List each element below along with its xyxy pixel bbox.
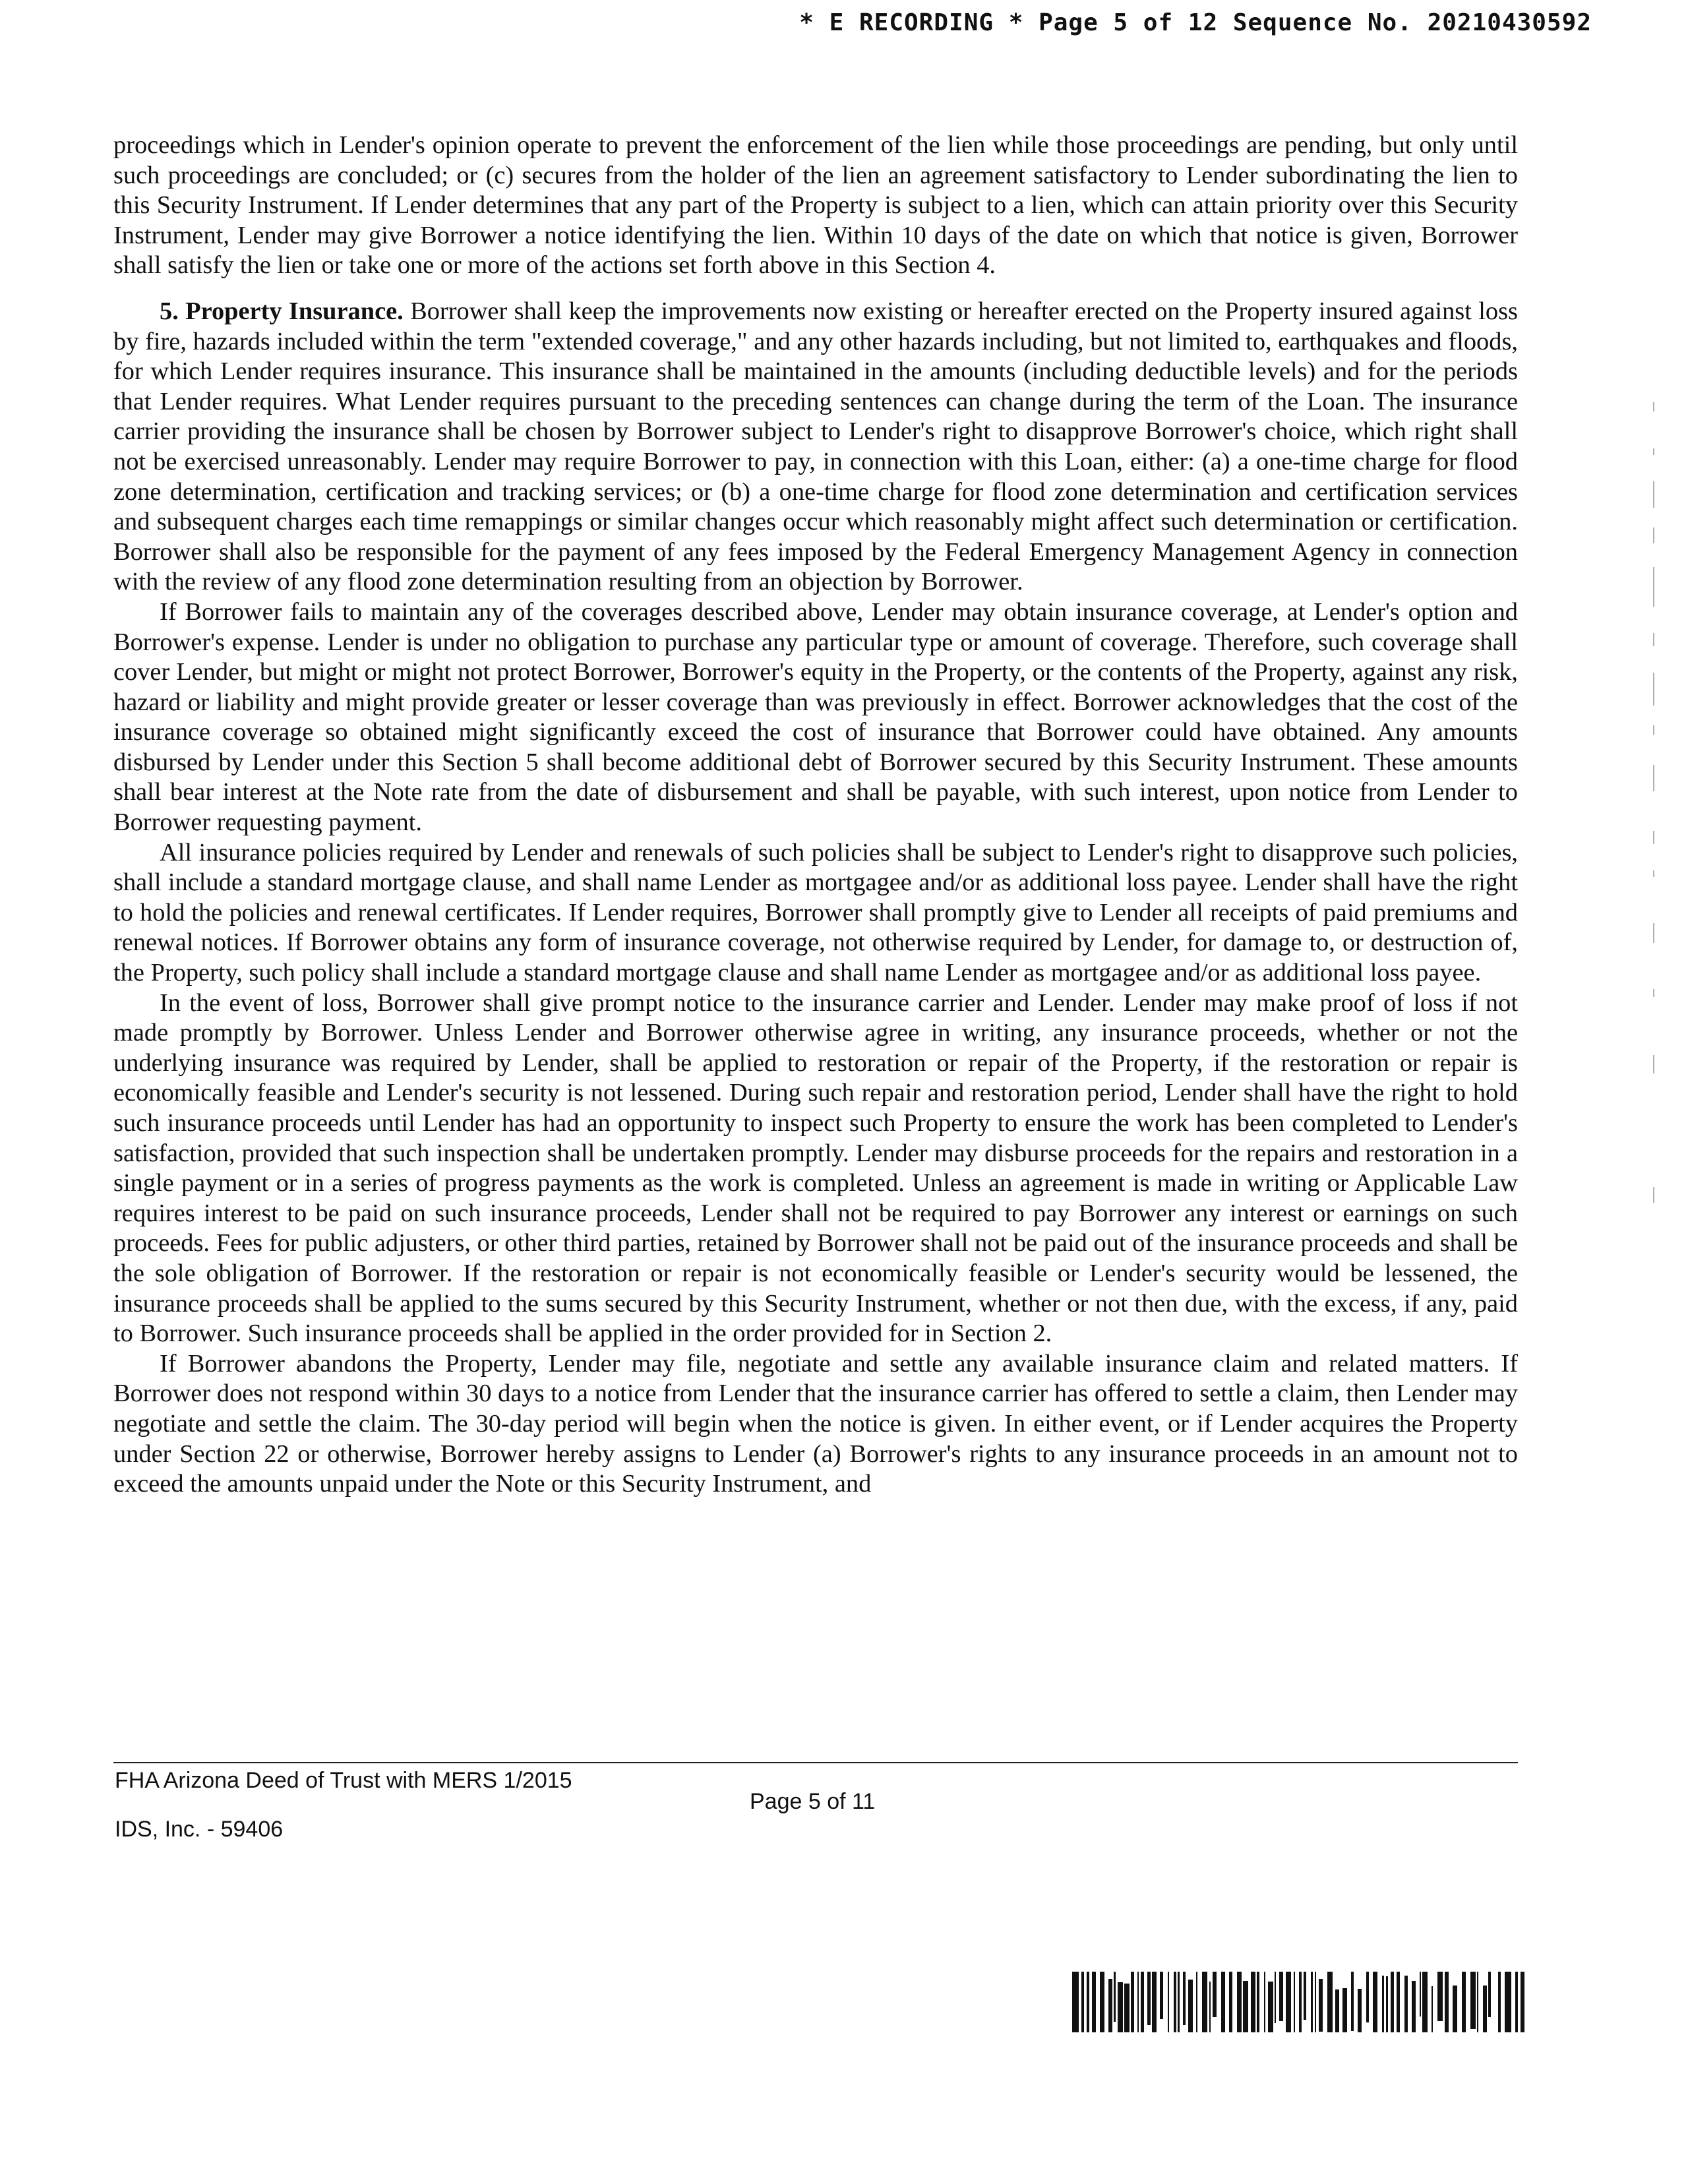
paragraph-section4-continued: proceedings which in Lender's opinion operate to prevent the enforcement of the lien while those proceedings are pending, but only until such proceedings are concluded; or (c) secures from the holder of the lien an agreement satisfactory to Lender subordinating the lien to this Security Instrument. If Lender determines that any part of the Property is subject to a lien, which can attain priority over this Security Instrument, Lender may give Borrower a notice identifying the lien. Within 10 days of the date on which that notice is given, Borrower shall satisfy the lien or take one or more of the actions set forth above in this Section 4. (113, 131, 1518, 280)
paragraph-event-of-loss: In the event of loss, Borrower shall give prompt notice to the insurance carrier and Lender. Lender may make proof of loss if not made promptly by Borrower. Unless Lender and Borrower otherwise agree in writing, any insurance proceeds, whether or not the underlying insurance was required by Lender, shall be applied to restoration or repair of the Property, if the restoration or repair is economically feasible and Lender's security is not lessened. During such repair and restoration period, Lender shall have the right to hold such insurance proceeds until Lender has had an opportunity to inspect such Property to ensure the work has been completed to Lender's satisfaction, provided that such inspection shall be undertaken promptly. Lender may disburse proceeds for the repairs and restoration in a single payment or in a series of progress payments as the work is completed. Unless an agreement is made in writing or Applicable Law requires interest to be paid on such insurance proceeds, Lender shall not be required to pay Borrower any interest or earnings on such proceeds. Fees for public adjusters, or other third parties, retained by Borrower shall not be paid out of the insurance proceeds and shall be the sole obligation of Borrower. If the restoration or repair is not economically feasible or Lender's security would be lessened, the insurance proceeds shall be applied to the sums secured by this Security Instrument, whether or not then due, with the excess, if any, paid to Borrower. Such insurance proceeds shall be applied in the order provided for in Section 2. (113, 988, 1518, 1348)
recording-header: * E RECORDING * Page 5 of 12 Sequence No. 20210430592 (799, 9, 1592, 36)
paragraph-section5 (113, 297, 1518, 597)
paragraph-insurance-policies: All insurance policies required by Lender and renewals of such policies shall be subject to Lender's right to disapprove such policies, shall include a standard mortgage clause, and shall name Lender as mortgagee and/or as additional loss payee. Lender shall have the right to hold the policies and renewal certificates. If Lender requires, Borrower shall promptly give to Lender all receipts of paid premiums and renewal notices. If Borrower obtains any form of insurance coverage, not otherwise required by Lender, for damage to, or destruction of, the Property, such policy shall include a standard mortgage clause and shall name Lender as mortgagee and/or as additional loss payee. (113, 838, 1518, 987)
barcode-icon (1072, 1972, 1524, 2032)
margin-scan-marks (1652, 396, 1656, 1253)
section-heading-property-insurance: 5. Property Insurance. (160, 297, 404, 325)
section5-text: Borrower shall keep the improvements now existing or hereafter erected on the Property insured against loss by fire, hazards included within the term "extended coverage," and any other hazards including, but not limited to, earthquakes and floods, for which Lender requires insurance. This insurance shall be maintained in the amounts (including deductible levels) and for the periods that Lender requires. What Lender requires pursuant to the preceding sentences can change during the term of the Loan. The insurance carrier providing the insurance shall be chosen by Borrower subject to Lender's right to disapprove Borrower's choice, which right shall not be exercised unreasonably. Lender may require Borrower to pay, in connection with this Loan, either: (a) a one-time charge for flood zone determination, certification and tracking services; or (b) a one-time charge for flood zone determination and certification services and subsequent charges each time remappings or similar changes occur which reasonably might affect such determination or certification. Borrower shall also be responsible for the payment of any fees imposed by the Federal Emergency Management Agency in connection with the review of any flood zone determination resulting from an objection by Borrower. (113, 297, 1518, 596)
footer-form-name: FHA Arizona Deed of Trust with MERS 1/2015 (115, 1768, 572, 1793)
footer-vendor: IDS, Inc. - 59406 (115, 1817, 284, 1842)
footer-page-number: Page 5 of 11 (750, 1789, 876, 1814)
paragraph-lender-coverage: If Borrower fails to maintain any of the coverages described above, Lender may obtain insurance coverage, at Lender's option and Borrower's expense. Lender is under no obligation to purchase any particular type or amount of coverage. Therefore, such coverage shall cover Lender, but might or might not protect Borrower, Borrower's equity in the Property, or the contents of the Property, against any risk, hazard or liability and might provide greater or lesser coverage than was previously in effect. Borrower acknowledges that the cost of the insurance coverage so obtained might significantly exceed the cost of insurance that Borrower could have obtained. Any amounts disbursed by Lender under this Section 5 shall become additional debt of Borrower secured by this Security Instrument. These amounts shall bear interest at the Note rate from the date of disbursement and shall be payable, with such interest, upon notice from Lender to Borrower requesting payment. (113, 597, 1518, 837)
document-body (113, 131, 1518, 1500)
footer-divider (113, 1762, 1518, 1763)
paragraph-abandonment: If Borrower abandons the Property, Lender may file, negotiate and settle any available insurance claim and related matters. If Borrower does not respond within 30 days to a notice from Lender that the insurance carrier has offered to settle a claim, then Lender may negotiate and settle the claim. The 30-day period will begin when the notice is given. In either event, or if Lender acquires the Property under Section 22 or otherwise, Borrower hereby assigns to Lender (a) Borrower's rights to any insurance proceeds in an amount not to exceed the amounts unpaid under the Note or this Security Instrument, and (113, 1349, 1518, 1498)
